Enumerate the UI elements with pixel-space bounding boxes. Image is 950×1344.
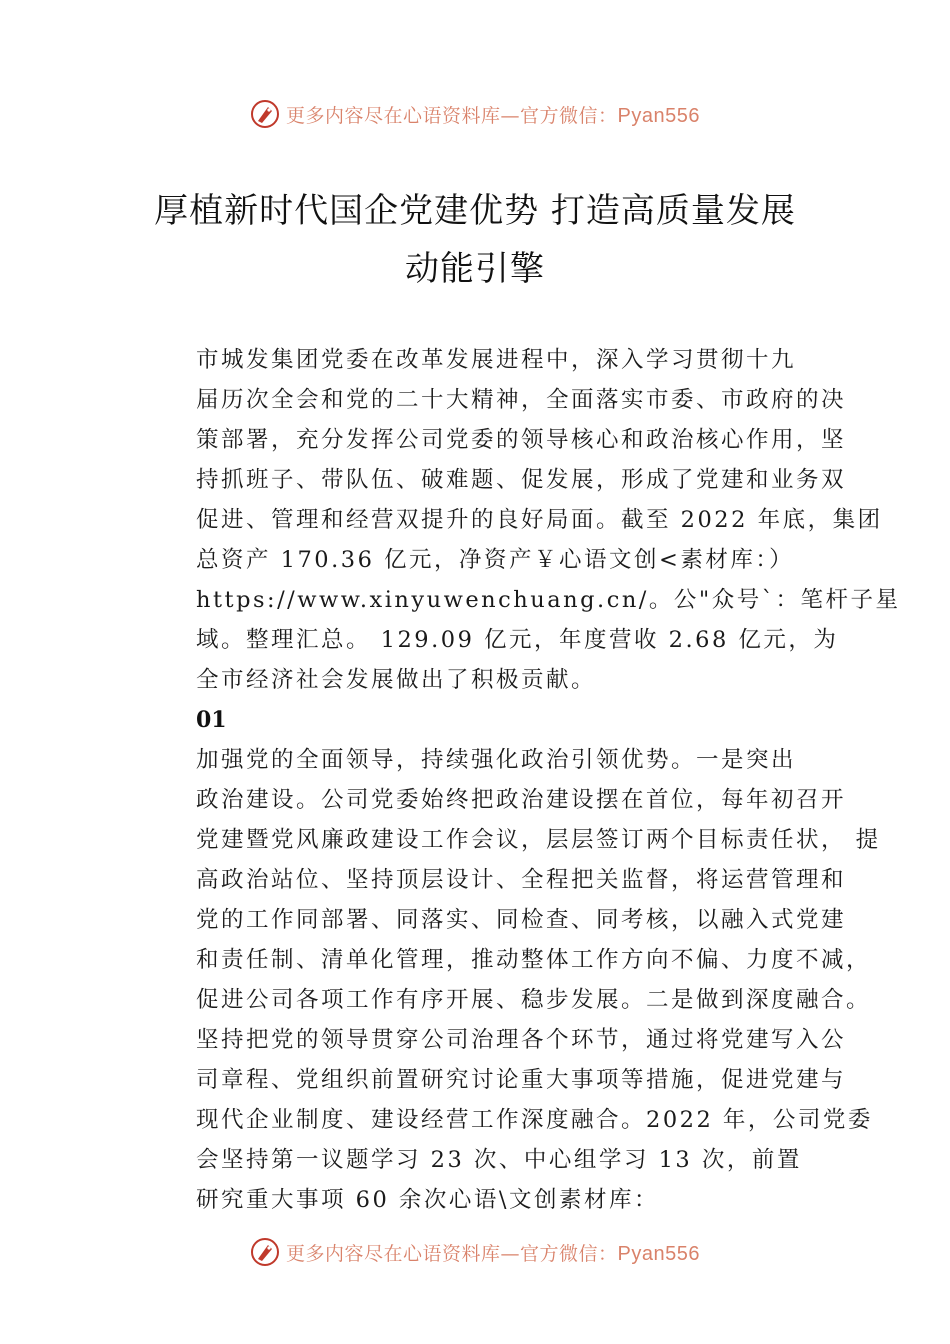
title-line-2: 动能引擎 xyxy=(405,249,545,289)
pen-nib-logo-icon xyxy=(250,99,280,129)
paragraph-line: 研究重大事项 60 余次心语\文创素材库： xyxy=(196,1187,660,1213)
header-watermark-banner xyxy=(0,94,950,134)
banner-text: 更多内容尽在心语资料库—官方微信：Pyan556 xyxy=(286,1242,700,1265)
paragraph-line: 司章程、党组织前置研究讨论重大事项等措施，促进党建与 xyxy=(196,1067,847,1093)
paragraph-line: 政治建设。公司党委始终把政治建设摆在首位，每年初召开 xyxy=(196,787,847,813)
footer-watermark-banner xyxy=(0,1232,950,1272)
paragraph-line: 加强党的全面领导，持续强化政治引领优势。一是突出 xyxy=(196,747,797,773)
paragraph-section-01 xyxy=(146,740,881,1220)
pen-nib-logo-icon xyxy=(250,1237,280,1267)
banner-text: 更多内容尽在心语资料库—官方微信：Pyan556 xyxy=(286,104,700,127)
title-line-1: 厚植新时代国企党建优势 打造高质量发展 xyxy=(154,191,796,231)
paragraph-line: 党的工作同部署、同落实、同检查、同考核，以融入式党建 xyxy=(196,907,847,933)
paragraph-line: 届历次全会和党的二十大精神，全面落实市委、市政府的决 xyxy=(196,387,847,413)
paragraph-intro xyxy=(146,340,901,700)
section-number: 01 xyxy=(196,707,227,733)
paragraph-line: 总资产 170.36 亿元，净资产￥心语文创<素材库：） xyxy=(196,547,795,573)
paragraph-line: 策部署，充分发挥公司党委的领导核心和政治核心作用，坚 xyxy=(196,427,847,453)
paragraph-line: 党建暨党风廉政建设工作会议，层层签订两个目标责任状， 提 xyxy=(196,827,881,853)
paragraph-line: https://www.xinyuwenchuang.cn/。公"众号`：笔杆子星 xyxy=(196,587,901,613)
paragraph-line: 域。整理汇总。 129.09 亿元，年度营收 2.68 亿元，为 xyxy=(196,627,839,653)
document-title xyxy=(110,182,840,298)
paragraph-line: 和责任制、清单化管理，推动整体工作方向不偏、力度不减， xyxy=(196,947,872,973)
paragraph-line: 市城发集团党委在改革发展进程中，深入学习贯彻十九 xyxy=(196,347,797,373)
paragraph-line: 全市经济社会发展做出了积极贡献。 xyxy=(196,667,597,693)
paragraph-line: 促进、管理和经营双提升的良好局面。截至 2022 年底，集团 xyxy=(196,507,883,533)
paragraph-line: 现代企业制度、建设经营工作深度融合。2022 年，公司党委 xyxy=(196,1107,873,1133)
paragraph-line: 促进公司各项工作有序开展、稳步发展。二是做到深度融合。 xyxy=(196,987,872,1013)
paragraph-line: 坚持把党的领导贯穿公司治理各个环节，通过将党建写入公 xyxy=(196,1027,847,1053)
paragraph-line: 会坚持第一议题学习 23 次、中心组学习 13 次，前置 xyxy=(196,1147,802,1173)
paragraph-line: 持抓班子、带队伍、破难题、促发展，形成了党建和业务双 xyxy=(196,467,847,493)
paragraph-line: 高政治站位、坚持顶层设计、全程把关监督，将运营管理和 xyxy=(196,867,847,893)
